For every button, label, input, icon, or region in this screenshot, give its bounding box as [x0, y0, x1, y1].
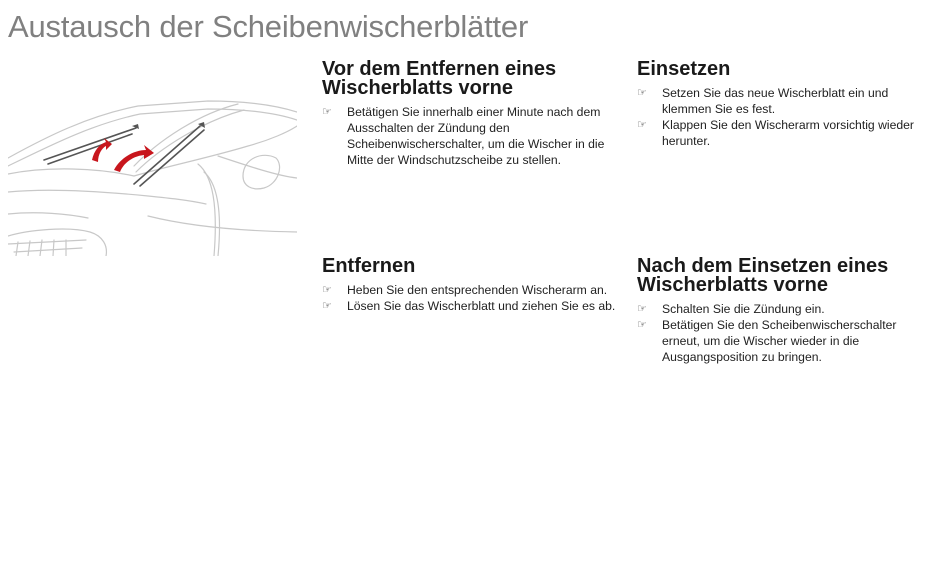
- section-heading: Nach dem Einsetzen eines Wischerblatts vorne: [637, 255, 889, 296]
- section-heading: Vor dem Entfernen eines Wischerblatts vorne: [322, 58, 557, 99]
- section-after-insertion: [637, 257, 927, 365]
- step-list: [322, 104, 622, 168]
- list-item: [322, 298, 622, 314]
- list-item: [637, 85, 927, 117]
- pointing-hand-icon: ☞: [322, 106, 332, 118]
- step-list: [322, 282, 622, 314]
- section-heading: Entfernen: [322, 255, 416, 277]
- step-text: Betätigen Sie den Scheibenwischerschalter erneut, um die Wischer wieder in die Ausgangsposition zu bringen.: [662, 318, 897, 364]
- list-item: [322, 104, 622, 168]
- pointing-hand-icon: ☞: [637, 119, 647, 131]
- pointing-hand-icon: ☞: [322, 284, 332, 296]
- step-text: Heben Sie den entsprechenden Wischerarm an.: [347, 283, 608, 297]
- section-before-removal: [322, 60, 622, 168]
- pointing-hand-icon: ☞: [637, 87, 647, 99]
- pointing-hand-icon: ☞: [637, 303, 647, 315]
- list-item: [637, 301, 927, 317]
- step-text: Lösen Sie das Wischerblatt und ziehen Sie es ab.: [347, 299, 616, 313]
- section-insertion: [637, 60, 927, 149]
- step-text: Setzen Sie das neue Wischerblatt ein und klemmen Sie es fest.: [662, 86, 889, 116]
- pointing-hand-icon: ☞: [637, 319, 647, 331]
- step-list: [637, 301, 927, 365]
- section-heading: Einsetzen: [637, 58, 731, 80]
- step-text: Betätigen Sie innerhalb einer Minute nach dem Ausschalten der Zündung den Scheibenwischerschalter, um die Wischer in die Mitte der Windschutzscheibe zu stellen.: [347, 105, 605, 167]
- section-removal: [322, 257, 622, 314]
- step-text: Schalten Sie die Zündung ein.: [662, 302, 825, 316]
- list-item: [322, 282, 622, 298]
- step-text: Klappen Sie den Wischerarm vorsichtig wieder herunter.: [662, 118, 914, 148]
- step-list: [637, 85, 927, 149]
- list-item: [637, 317, 927, 365]
- page-title: Austausch der Scheibenwischerblätter: [8, 9, 529, 44]
- windscreen-wiper-illustration: [8, 96, 297, 256]
- list-item: [637, 117, 927, 149]
- pointing-hand-icon: ☞: [322, 300, 332, 312]
